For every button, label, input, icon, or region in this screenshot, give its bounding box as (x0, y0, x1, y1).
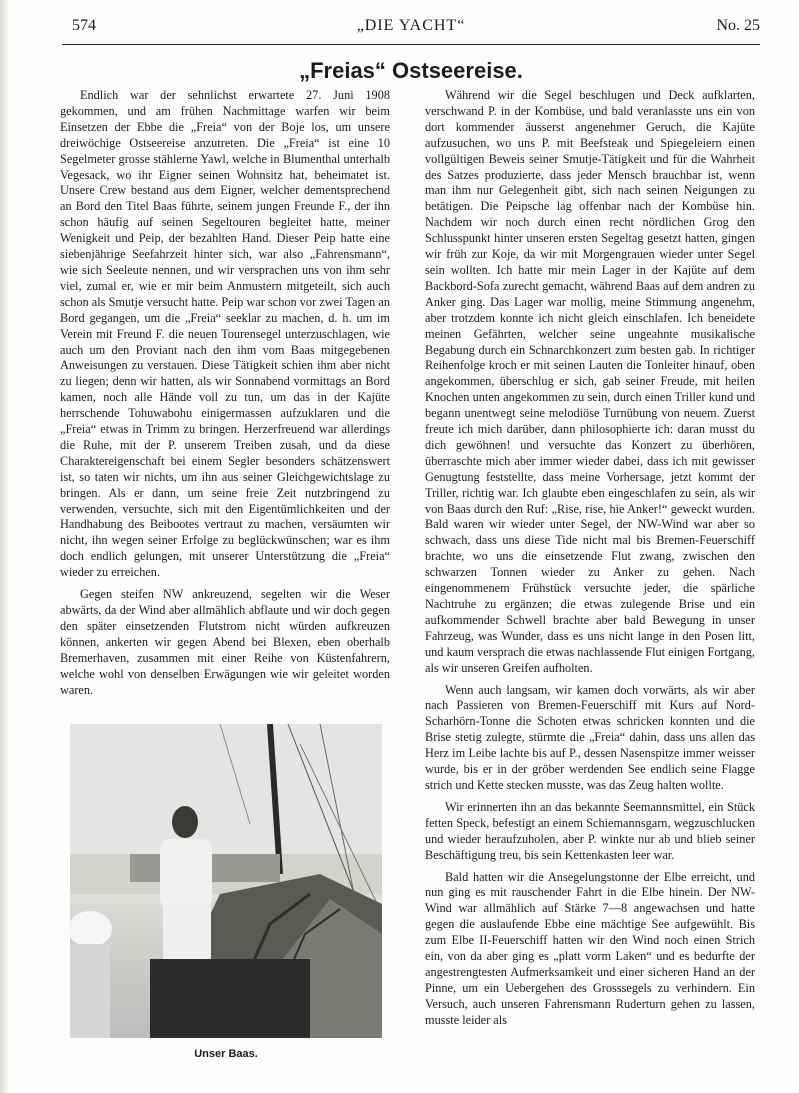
paragraph: Wir erinnerten ihn an das bekannte Seemannsmittel, ein Stück fetten Speck, befestigt an einem Schiemannsgarn, wegzuschlucken und wieder heraufzuholen, aber P. winkte nur ab und blieb seiner Beschäftigung treu, bis sein Kettenkasten leer war. (425, 799, 755, 862)
left-column (60, 88, 390, 698)
page-header (62, 17, 760, 43)
running-title: „DIE YACHT“ (356, 17, 466, 34)
header-rule (62, 44, 760, 45)
issue-number: No. 25 (716, 17, 760, 34)
article-title: „Freias“ Ostseereise. (299, 58, 523, 83)
paragraph: Bald hatten wir die Ansegelungstonne der Elbe erreicht, und nun ging es mit rauschender Fahrt in die Elbe hinein. Der NW-Wind war allmählich auf Stärke 7—8 angewachsen und hatte gegen die auslaufende Ebbe eine mächtige See aufgewühlt. Bis zum Elbe II-Feuerschiff hatten wir den Wind noch einen Strich ein, von da aber ging es „platt vorm Laken“ und es bedurfte der angestrengtesten Aufmerksamkeit und einer sicheren Hand an der Pinne, um ein Uebergehen des Grosssegels zu verhindern. Ein Versuch, auch unseren Fahrensmann Ruderturn gehen zu lassen, musste leider als (425, 869, 755, 1027)
paragraph: Während wir die Segel beschlugen und Deck aufklarten, verschwand P. in der Kombüse, und bald veranlasste uns ein von dort kommender äusserst angenehmer Geruch, die Kajüte aufzusuchen, wo uns P. mit Beefsteak und Spiegeleiern einen vollgültigen Beweis seiner Smutje-Tätigkeit und für die Wahrheit des Satzes produzierte, dass jeder Mensch brauchbar ist, wenn man ihm nur Gelegenheit gibt, sich nach seinen Neigungen zu betätigen. Die Peipsche lag offenbar nach der Kombüse hin. Nachdem wir noch durch einen recht nördlichen Grog den Schlusspunkt hinter unseren ersten Segeltag gesetzt hatten, gingen wir früh zur Koje, da wir mit Morgengrauen wieder unter Segel sein wollten. Ich hatte mir mein Lager in der Kajüte auf dem Backbord-Sofa zurecht gemacht, während Baas auf dem andren zu Anker ging. Das Lager war mollig, meine Stimmung angenehm, aber trotzdem konnte ich nicht gleich einschlafen. Ich beneidete meinen Gefährten, welcher seine ungeahnte musikalische Begabung durch ein Schnarchkonzert zum besten gab. In richtiger Reihenfolge kroch er mit seinen Lauten die Tonleiter hinauf, oben angekommen, überschlug er sich, gab seiner Freude, mit heilen Knochen unten angekommen zu sein, durch einen Triller kund und begann unentwegt seine melodiöse Turnübung von neuem. Zuerst freute ich mich darüber, dann philosophierte ich: daran musst du dich gewöhnen! und versuchte das Konzert zu überhören, überraschte mich aber immer wieder dabei, dass ich mit gewisser Genugtung feststellte, dass meine Vorhersage, jetzt kommt der Triller, richtig war. Ich glaubte eben eingeschlafen zu sein, als wir von Baas durch den Ruf: „Rise, rise, hie Anker!“ geweckt wurden. Bald waren wir wieder unter Segel, der NW-Wind war aber so schwach, dass uns diese Tide nicht mal bis Bremen-Feuerschiff brachte, wo uns die einsetzende Flut zwang, zwischen den schwarzen Tonnen wieder zu Anker zu gehen. Nach eingenommenem Frühstück versuchte jeder, die spärliche Nachtruhe zu ergänzen; die etwas zulegende Brise und ein aufkommender Schwell brachte aber bald Bewegung in unser Fahrzeug, was Wunder, dass es uns nicht lange in den Posen litt, und kaum versprach die etwas nachlassende Flut einigen Fortgang, als wir unseren Greifen aufholten. (425, 88, 755, 675)
photo-caption: Unser Baas. (194, 1048, 258, 1060)
right-column (425, 88, 755, 1029)
photo-illustration (70, 724, 382, 1038)
paragraph: Gegen steifen NW ankreuzend, segelten wir die Weser abwärts, da der Wind aber allmählich abflaute und wir doch gegen den später einsetzenden Flutstrom nicht würden aufkreuzen können, ankerten wir gegen Abend bei Blexen, eben oberhalb Bremerhaven, zusammen mit einer Reihe von Küstenfahrern, welche wohl von denselben Erwägungen wie wir geleitet worden waren. (60, 587, 390, 697)
page-edge-shadow (0, 0, 9, 1093)
page-number: 574 (72, 17, 96, 34)
paragraph: Wenn auch langsam, wir kamen doch vorwärts, als wir aber nach Passieren von Bremen-Feuerschiff mit Kurs auf Nord-Scharhörn-Tonne die Schoten etwas schricken konnten und die Brise stetig zulegte, stürmte die „Freia“ dahin, dass uns allen das Herz im Leibe lachte bis auf P., dessen Nasenspitze immer weisser wurde, bis er in der gröber werdenden See endlich seine Flagge strich und Kette stecken musste, was das Zeug halten wollte. (425, 682, 755, 792)
paragraph: Endlich war der sehnlichst erwartete 27. Juni 1908 gekommen, und am frühen Nachmittage warfen wir beim Einsetzen der Ebbe die „Freia“ von der Boje los, um unsere dreiwöchige Ostseereise anzutreten. Die „Freia“ ist eine 10 Segelmeter grosse stählerne Yawl, welche in Blumenthal unterhalb Vegesack, wo ihr Eigner seinen Wohnsitz hat, beheimatet ist. Unsere Crew bestand aus dem Eigner, welcher dementsprechend an Bord den Titel Baas führte, seinem jungen Freunde F., der ihn schon häufig auf seinen Segeltouren begleitet hatte, meiner Wenigkeit und Peip, der bezahlten Hand. Dieser Peip hatte eine siebenjährige Seefahrzeit hinter sich, war also „Fahrensmann“, wie sich Seeleute nennen, und wir versprachen uns von ihm sehr viel, zumal er, wie er mir beim Anmustern mitgeteilt, sich auch schon als Smutje versucht hatte. Peip war schon vor zwei Tagen an Bord gegangen, um die „Freia“ seeklar zu machen, d. h. um im Verein mit Freund F. die neuen Tourensegel unterzuschlagen, wie auch um den Proviant nach den ihm vom Baas mitgegebenen Anweisungen zu verstauen. Diese Tätigkeit schien ihm aber nicht zu liegen; denn wir hatten, als wir Sonnabend vormittags an Bord kamen, noch alle Hände voll zu tun, um das in der Kajüte herrschende Tohuwabohu einigermassen aufzuklaren und die „Freia“ etwas in Trimm zu bringen. Herzerfreuend war allerdings die Ruhe, mit der P. unserem Treiben zusah, und da diese Charaktereigenschaft bei einem Segler besonders schätzenswert ist, so taten wir nichts, um ihn aus seiner Gleichgewichtslage zu bringen. Als er dann, um seine freie Zeit nutzbringend zu verwenden, versuchte, sich mit den Eigentümlichkeiten und der Handhabung des Beibootes vertraut zu machen, versäumten wir nicht, ihn wegen seiner Erfolge zu beglückwünschen; war es ihm doch endlich gelungen, mit unserer Unterstützung die „Freia“ wieder zu erreichen. (60, 88, 390, 580)
photo-unser-baas (70, 724, 382, 1038)
